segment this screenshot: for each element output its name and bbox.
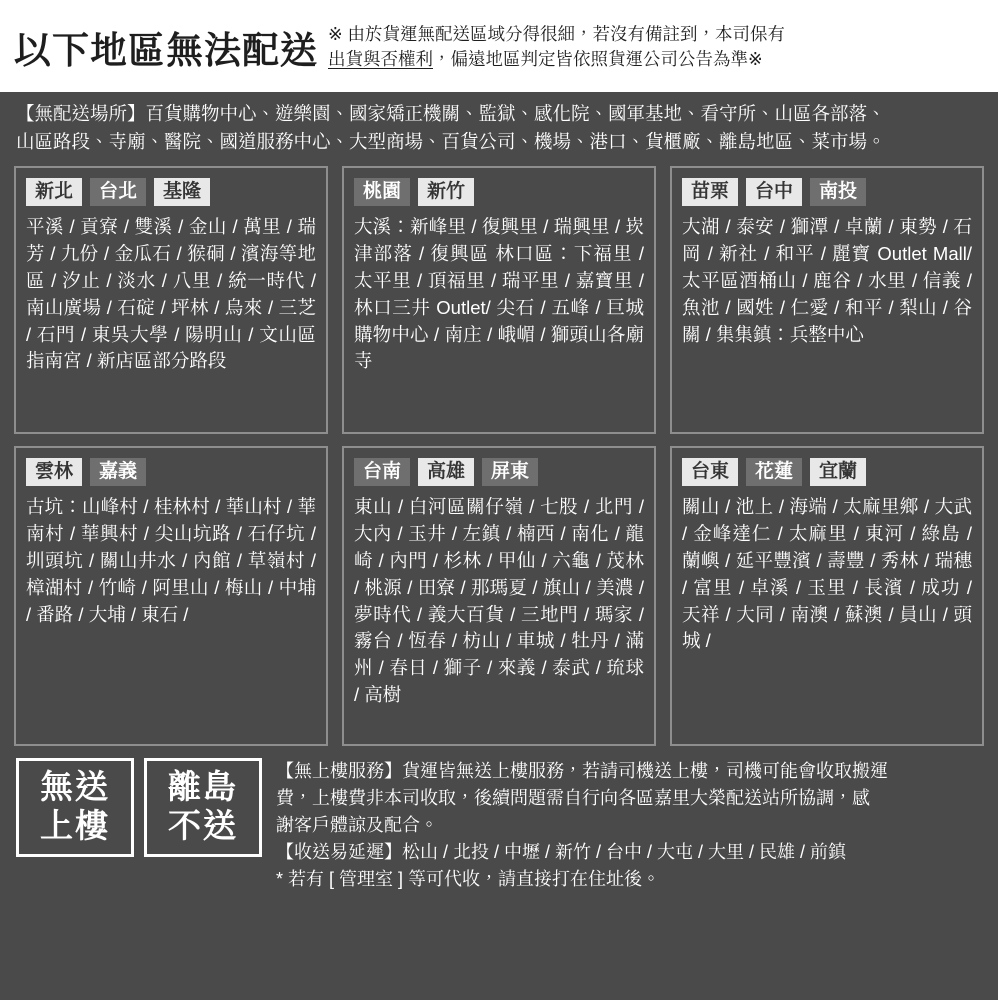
footer-note-line-1: 【無上樓服務】貨運皆無送上樓服務，若請司機送上樓，司機可能會收取搬運 — [276, 760, 888, 781]
region-tab-hualien[interactable]: 花蓮 — [746, 458, 802, 487]
region-box-yunlin-chiayi — [14, 446, 328, 746]
region-tab-keelung[interactable]: 基隆 — [154, 178, 210, 207]
region-area-list: 大湖 / 泰安 / 獅潭 / 卓蘭 / 東勢 / 石岡 / 新社 / 和平 / 麗寶 Outlet Mall/ 太平區酒桶山 / 鹿谷 / 水里 / 信義 / 魚池 / 國姓 / 仁愛 / 和平 / 梨山 / 谷關 / 集集鎮：兵整中心 — [682, 216, 972, 345]
region-area-list: 東山 / 白河區關仔嶺 / 七股 / 北門 / 大內 / 玉井 / 左鎮 / 楠西 / 南化 / 龍崎 / 內門 / 杉林 / 甲仙 / 六龜 / 茂林 / 桃源 / 田寮 / 那瑪夏 / 旗山 / 美濃 / 夢時代 / 義大百貨 / 三地門 / 瑪家 / 霧台 / 恆春 / 枋山 / 車城 / 牡丹 / 滿州 / 春日 / 獅子 / 來義 / 泰武 / 琉球 / 高樹 — [354, 496, 644, 706]
footer-notes — [272, 758, 984, 893]
region-area-list: 大溪：新峰里 / 復興里 / 瑞興里 / 崁津部落 / 復興區 林口區：下福里 / 太平里 / 頂福里 / 瑞平里 / 嘉寶里 / 林口三井 Outlet/ 尖石 / 五峰 / 巨城購物中心 / 南庄 / 峨嵋 / 獅頭山各廟寺 — [354, 216, 644, 372]
region-area-list: 古坑：山峰村 / 桂林村 / 華山村 / 華南村 / 華興村 / 尖山坑路 / 石仔坑 / 圳頭坑 / 關山井水 / 內館 / 草嶺村 / 樟湖村 / 竹崎 / 阿里山 / 梅山 / 中埔 / 番路 / 大埔 / 東石 / — [26, 496, 316, 625]
region-tabs — [26, 458, 316, 487]
region-tabs — [354, 178, 644, 207]
no-delivery-places-line-1: 【無配送場所】百貨購物中心、遊樂園、國家矯正機關、監獄、感化院、國軍基地、看守所、山區各部落、 — [16, 103, 886, 124]
stamp-no-outlying-islands — [144, 758, 262, 857]
footer — [0, 746, 998, 907]
region-tabs — [682, 458, 972, 487]
region-tab-tainan[interactable]: 台南 — [354, 458, 410, 487]
region-tab-taichung[interactable]: 台中 — [746, 178, 802, 207]
footer-note-line-4: 【收送易延遲】松山 / 北投 / 中壢 / 新竹 / 台中 / 大屯 / 大里 / 民雄 / 前鎮 — [276, 841, 847, 862]
header-note — [328, 22, 984, 73]
header-note-line-2-rest: ，偏遠地區判定皆依照貨運公司公告為準※ — [433, 49, 763, 69]
region-tab-hsinchu[interactable]: 新竹 — [418, 178, 474, 207]
footer-note-line-3: 謝客戶體諒及配合。 — [276, 814, 438, 835]
region-box-taitung-hualien-yilan — [670, 446, 984, 746]
region-tab-kaohsiung[interactable]: 高雄 — [418, 458, 474, 487]
region-tab-taipei[interactable]: 台北 — [90, 178, 146, 207]
region-area-list: 平溪 / 貢寮 / 雙溪 / 金山 / 萬里 / 瑞芳 / 九份 / 金瓜石 / 猴硐 / 濱海等地區 / 汐止 / 淡水 / 八里 / 統一時代 / 南山廣場 / 石碇 / 坪林 / 烏來 / 三芝 / 石門 / 東吳大學 / 陽明山 / 文山區指南宮 / 新店區部分路段 — [26, 216, 316, 372]
region-tabs — [354, 458, 644, 487]
header-note-line-1: ※ 由於貨運無配送區域分得很細，若沒有備註到，本司保有 — [328, 23, 786, 44]
region-tab-chiayi[interactable]: 嘉義 — [90, 458, 146, 487]
header — [0, 0, 998, 92]
region-area-list: 關山 / 池上 / 海端 / 太麻里鄉 / 大武 / 金峰達仁 / 太麻里 / 東河 / 綠島 / 蘭嶼 / 延平豐濱 / 壽豐 / 秀林 / 瑞穗 / 富里 / 卓溪 / 玉里 / 長濱 / 成功 / 天祥 / 大同 / 南澳 / 蘇澳 / 員山 / 頭城 / — [682, 496, 972, 652]
stamp-no-upstairs-line-2: 上樓 — [40, 807, 110, 845]
region-tabs — [682, 178, 972, 207]
no-delivery-places-banner — [0, 92, 998, 166]
region-box-north — [14, 166, 328, 434]
region-tab-pingtung[interactable]: 屏東 — [482, 458, 538, 487]
region-tab-taitung[interactable]: 台東 — [682, 458, 738, 487]
region-box-miaoli-taichung-nantou — [670, 166, 984, 434]
stamp-no-upstairs — [16, 758, 134, 857]
region-box-taoyuan-hsinchu — [342, 166, 656, 434]
region-tab-xinbei[interactable]: 新北 — [26, 178, 82, 207]
footer-note-line-5: * 若有 [ 管理室 ] 等可代收，請直接打在住址後。 — [276, 868, 661, 889]
footer-note-line-2: 費，上樓費非本司收取，後續問題需自行向各區嘉里大榮配送站所協調，感 — [276, 787, 870, 808]
region-tab-yunlin[interactable]: 雲林 — [26, 458, 82, 487]
region-tab-taoyuan[interactable]: 桃園 — [354, 178, 410, 207]
region-box-tainan-kaohsiung-pingtung — [342, 446, 656, 746]
no-delivery-places-line-2: 山區路段、寺廟、醫院、國道服務中心、大型商場、百貨公司、機場、港口、貨櫃廠、離島地區、菜市場。 — [16, 130, 886, 152]
stamp-no-islands-line-1: 離島 — [168, 767, 238, 805]
header-note-underlined: 出貨與否權利 — [328, 49, 433, 69]
region-grid — [0, 166, 998, 746]
region-tabs — [26, 178, 316, 207]
region-tab-miaoli[interactable]: 苗栗 — [682, 178, 738, 207]
page-title: 以下地區無法配送 — [14, 30, 318, 71]
stamp-no-upstairs-line-1: 無送 — [40, 767, 110, 805]
header-note-line-2 — [328, 47, 984, 72]
region-tab-yilan[interactable]: 宜蘭 — [810, 458, 866, 487]
region-tab-nantou[interactable]: 南投 — [810, 178, 866, 207]
stamp-no-islands-line-2: 不送 — [168, 807, 238, 845]
